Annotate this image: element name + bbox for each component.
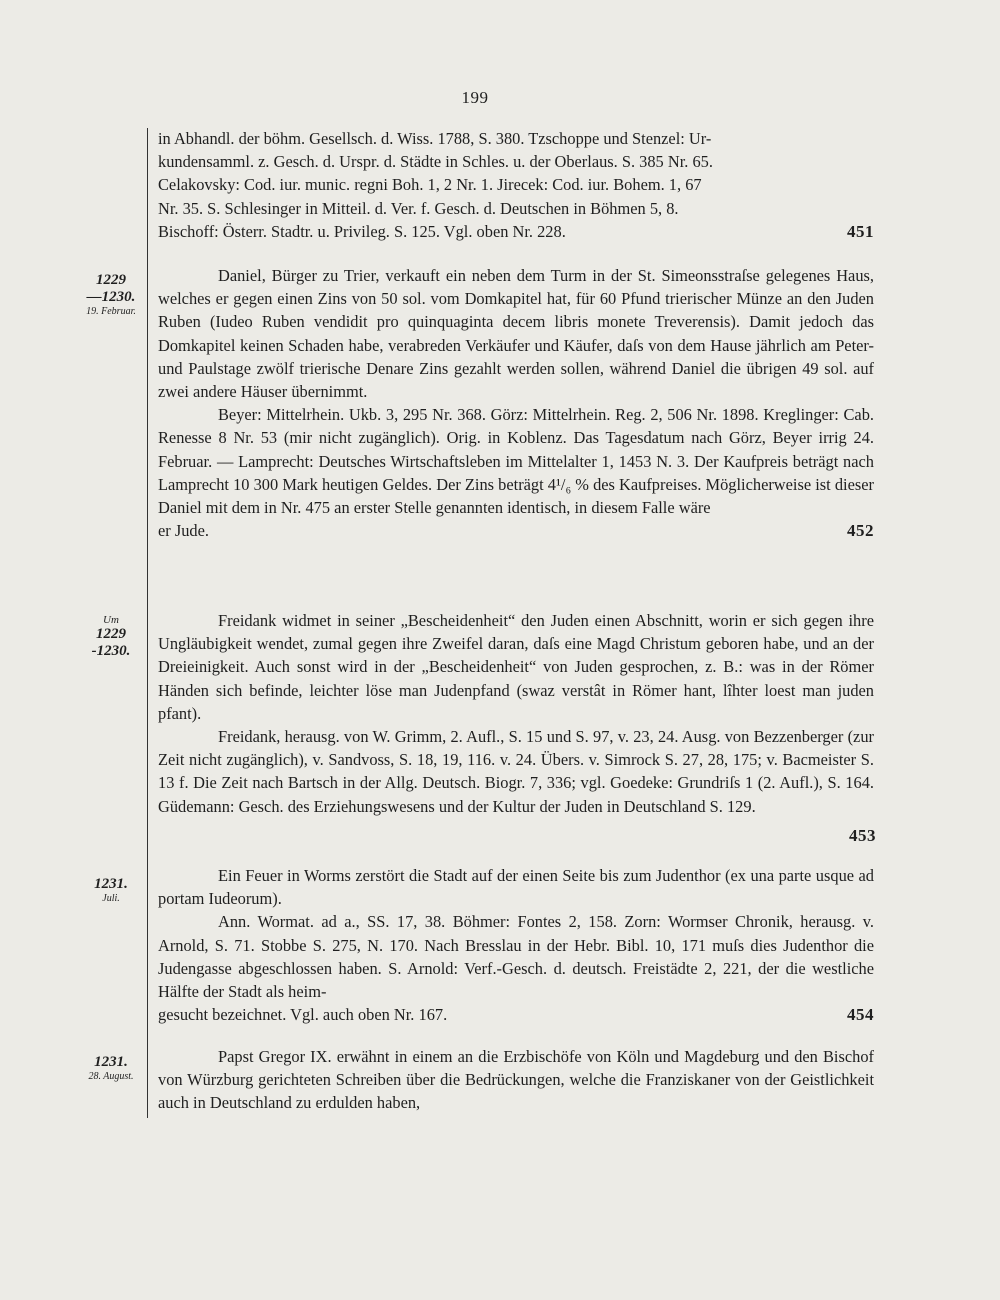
- entry-main-text: Freidank widmet in seiner „Bescheidenheit“ den Juden einen Abschnitt, worin er sich gegen ihre Ungläubigkeit wendet, zumal gegen ihre Zweifel daran, daſs eine Magd Christum geboren habe, und an der Dreieinigkeit. Auch sonst wird in der „Bescheidenheit“ von Juden gesprochen, z. B.: was in der Römer Händen sich befinde, leichter löse man Judenpfand (swaz verstât in Römer hant, lîhter loest man juden pfant).: [158, 611, 874, 723]
- margin-date-452: [72, 272, 150, 318]
- date-day: 19. Februar.: [86, 306, 136, 317]
- entry-main-text: Ein Feuer in Worms zerstört die Stadt auf der einen Seite bis zum Judenthor (ex una parte usque ad portam Iudeorum).: [158, 866, 874, 909]
- entry-454: [158, 864, 874, 1026]
- entry-sources-end: gesucht bezeichnet. Vgl. auch oben Nr. 167.: [158, 1005, 448, 1025]
- entry-number: 452: [847, 521, 874, 541]
- date-year: 1229: [96, 626, 126, 642]
- entry-sources-end: er Jude.: [158, 521, 209, 541]
- date-year-end: -1230.: [91, 643, 131, 659]
- entry-451-continuation: [158, 127, 874, 243]
- text-line: Celakovsky: Cod. iur. munic. regni Boh. 1, 2 Nr. 1. Jirecek: Cod. iur. Bohem. 1, 67: [158, 175, 702, 195]
- date-year: 1231.: [94, 876, 128, 892]
- entry-number: 451: [847, 221, 874, 241]
- entry-number: 453: [849, 826, 876, 845]
- text-line: kundensamml. z. Gesch. d. Urspr. d. Städte in Schles. u. der Oberlaus. S. 385 Nr. 65.: [158, 152, 713, 172]
- entry-main-text: Daniel, Bürger zu Trier, verkauft ein neben dem Turm in der St. Simeonsstraſse gelegenes Haus, welches er gegen einen Zins von 50 sol. vom Domkapitel hat, für 60 Pfund trierischer Münze an den Juden Ruben (Iudeo Ruben vendidit pro quinquaginta decem libris monete Treverensis). Damit jedoch das Domkapitel keinen Schaden habe, verabreden Verkäufer und Käufer, daſs von dem Hause jährlich am Peter- und Paulstage zwölf trierische Denare Zins gezahlt werden sollen, während Daniel die übrigen 49 sol. auf zwei andere Häuser übernimmt.: [158, 266, 874, 402]
- margin-date-453: [72, 614, 150, 660]
- date-day: 28. August.: [88, 1071, 134, 1082]
- date-year: 1229: [96, 272, 126, 288]
- entry-sources: Freidank, herausg. von W. Grimm, 2. Aufl., S. 15 und S. 97, v. 23, 24. Ausg. von Bezzenberger (zur Zeit nicht zugänglich), v. Sandvoss, S. 18, 19, 116. v. 24. Übers. v. Simrock S. 27, 28, 175; v. Bacmeister S. 13 f. Die Zeit nach Bartsch in der Allg. Deutsch. Biogr. 7, 336; vgl. Goedeke: Grundriſs 1 (2. Aufl.), S. 164. Güdemann: Gesch. des Erziehungswesens und der Kultur der Juden in Deutschland S. 129.: [158, 727, 874, 816]
- date-year-end: —1230.: [86, 289, 136, 305]
- margin-date-455: [72, 1054, 150, 1083]
- entry-455: [158, 1045, 874, 1115]
- page-number: 199: [461, 88, 489, 107]
- entry-453: [158, 609, 874, 818]
- date-day: Juli.: [102, 893, 120, 904]
- margin-date-454: [72, 876, 150, 905]
- text-line: Nr. 35. S. Schlesinger in Mitteil. d. Ver. f. Gesch. d. Deutschen in Böhmen 5, 8.: [158, 198, 679, 218]
- text-line: in Abhandl. der böhm. Gesellsch. d. Wiss. 1788, S. 380. Tzschoppe und Stenzel: Ur-: [158, 129, 712, 148]
- date-prefix: Um: [103, 614, 119, 626]
- entry-sources: Beyer: Mittelrhein. Ukb. 3, 295 Nr. 368. Görz: Mittelrhein. Reg. 2, 506 Nr. 1898. Kreglinger: Cab. Renesse 8 Nr. 53 (mir nicht zugänglich). Orig. in Koblenz. Das Tagesdatum nach Görz, Beyer irrig 24. Februar. — Lamprecht: Deutsches Wirtschaftsleben im Mittelalter 1, 1453 N. 3. Der Kaufpreis beträgt nach Lamprecht 10 300 Mark heutigen Geldes. Der Zins beträgt 4¹/₆ % des Kaufpreises. Möglicherweise ist dieser Daniel mit dem in Nr. 475 an erster Stelle genannten identisch, in diesem Falle wäre: [158, 405, 874, 518]
- entry-number: 454: [847, 1005, 874, 1025]
- entry-main-text: Papst Gregor IX. erwähnt in einem an die Erzbischöfe von Köln und Magdeburg und den Bischof von Würzburg gerichteten Schreiben über die Bedrückungen, welche die Franziskaner von der Geistlichkeit auch in Deutschland zu erdulden haben,: [158, 1047, 874, 1113]
- date-year: 1231.: [94, 1054, 128, 1070]
- entry-452: [158, 264, 874, 542]
- entry-sources: Ann. Wormat. ad a., SS. 17, 38. Böhmer: Fontes 2, 158. Zorn: Wormser Chronik, herausg. v. Arnold, S. 71. Stobbe S. 275, N. 170. Nach Bresslau in der Hebr. Bibl. 10, 171 muſs dies Judenthor die Judengasse abgeschlossen haben. S. Arnold: Verf.-Gesch. d. deutsch. Freistädte 2, 221, der die westliche Hälfte der Stadt als heim-: [158, 912, 874, 1002]
- text-line: Bischoff: Österr. Stadtr. u. Privileg. S. 125. Vgl. oben Nr. 228.: [158, 221, 566, 241]
